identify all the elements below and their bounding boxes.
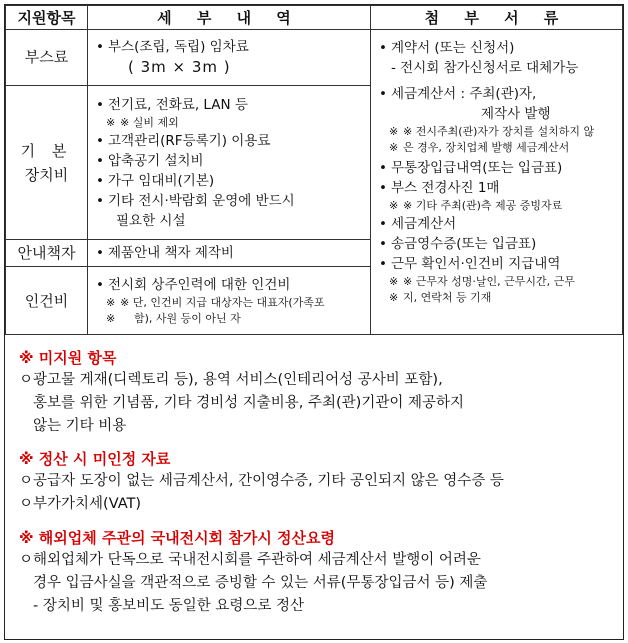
basic-item-other: • 기타 전시·박람회 운영에 반드시 xyxy=(94,191,364,211)
booth-size: ( 3m × 3m ) xyxy=(128,58,231,77)
doc-booth-photo: • 부스 전경사진 1매 xyxy=(377,178,616,198)
basic-item-air: • 압축공기 설치비 xyxy=(94,151,364,171)
row-label-labor: 인건비 xyxy=(6,267,88,335)
section-unrecognized xyxy=(19,448,619,516)
support-items-table xyxy=(5,5,623,335)
labor-item: • 전시회 상주인력에 대한 인건비 xyxy=(94,275,364,295)
header-details: 세 부 내 역 xyxy=(88,6,371,30)
doc-remittance-receipt: • 송금영수증(또는 입금표) xyxy=(377,234,616,254)
document-sheet xyxy=(4,4,624,640)
overseas-line-3: - 장치비 및 홍보비도 동일한 요령으로 정산 xyxy=(33,598,305,614)
doc-work-confirmation: • 근무 확인서·인건비 지급내역 xyxy=(377,254,616,274)
basic-equipment-details xyxy=(88,86,371,240)
unrecognized-line-1: ㅇ공급자 도장이 없는 세금계산서, 간이영수증, 기타 공인되지 않은 영수증 등 xyxy=(19,473,504,489)
basic-item-furniture: • 가구 임대비(기본) xyxy=(94,171,364,191)
unsupported-line-3: 않는 기타 비용 xyxy=(33,418,127,434)
basic-item-utilities: • 전기료, 전화료, LAN 등 xyxy=(94,95,364,115)
doc-tax-note-1: ※ ※ 전시주최(관)자가 장치를 설치하지 않 xyxy=(377,124,616,140)
doc-tax-invoice-2: • 세금계산서 xyxy=(377,214,616,234)
section-unsupported-title: ※ 미지원 항목 xyxy=(19,349,117,367)
basic-item-rf: • 고객관리(RF등록기) 이용료 xyxy=(94,131,364,151)
doc-tax-invoice: • 세금계산서 : 주최(관)자, xyxy=(377,84,616,104)
documents-cell xyxy=(371,29,623,334)
row-label-basic-1: 기 본 xyxy=(20,141,73,160)
doc-contract-sub: - 전시회 참가신청서로 대체가능 xyxy=(391,59,579,76)
doc-bank-transfer: • 무통장입급내역(또는 입금표) xyxy=(377,158,616,178)
overseas-line-2: 경우 입금사실을 객관적으로 증빙할 수 있는 서류(무통장입금서 등) 제출 xyxy=(33,575,488,591)
brochure-details xyxy=(88,240,371,267)
unsupported-line-2: 홍보를 위한 기념품, 기타 경비성 지출비용, 주최(관)기관이 제공하지 xyxy=(33,395,464,411)
booth-details xyxy=(88,29,371,86)
basic-item-other-cont: 필요한 시설 xyxy=(116,212,186,229)
doc-photo-note: ※ ※ 기타 주최(관)측 제공 증빙자료 xyxy=(377,198,616,214)
section-overseas xyxy=(19,527,619,618)
unrecognized-line-2: ㅇ부가가치세(VAT) xyxy=(19,496,141,512)
labor-details xyxy=(88,267,371,335)
section-overseas-title: ※ 해외업체 주관의 국내전시회 참가시 정산요령 xyxy=(19,529,336,547)
table-header-row xyxy=(6,6,623,30)
header-category: 지원항목 xyxy=(6,6,88,30)
section-unrecognized-title: ※ 정산 시 미인정 자료 xyxy=(19,450,171,468)
doc-work-note-2: 지, 연락처 등 기재 xyxy=(403,290,492,304)
unsupported-line-1: ㅇ광고물 게재(디렉토리 등), 용역 서비스(인테리어성 공사비 포함), xyxy=(19,372,443,388)
doc-tax-invoice-issuer: 제작사 발행 xyxy=(481,105,551,122)
table-row-booth xyxy=(6,29,623,86)
booth-item-rental: • 부스(조립, 독립) 임차료 xyxy=(94,37,364,57)
row-label-basic-2: 장치비 xyxy=(24,165,69,184)
doc-tax-note-2: 은 경우, 장치업체 발행 세금계산서 xyxy=(403,140,570,154)
basic-note-actual-cost xyxy=(94,115,364,131)
row-label-basic-equipment xyxy=(6,86,88,240)
header-documents: 첨 부 서 류 xyxy=(371,6,623,30)
row-label-brochure: 안내책자 xyxy=(6,240,88,267)
labor-note-1: ※ ※ 단, 인건비 지급 대상자는 대표자(가족포 xyxy=(94,295,364,311)
overseas-line-1: ㅇ해외업체가 단독으로 국내전시회를 주관하여 세금계산서 발행이 어려운 xyxy=(19,552,481,568)
section-unsupported xyxy=(19,347,619,438)
doc-contract: • 계약서 (또는 신청서) xyxy=(377,38,616,58)
labor-note-2: 함), 사원 등이 아닌 자 xyxy=(134,311,241,325)
doc-work-note-1: ※ ※ 근무자 성명·날인, 근무시간, 근무 xyxy=(377,274,616,290)
basic-note-text: ※ 실비 제외 xyxy=(120,115,179,129)
brochure-item: • 제품안내 책자 제작비 xyxy=(94,243,364,263)
row-label-booth: 부스료 xyxy=(6,29,88,86)
